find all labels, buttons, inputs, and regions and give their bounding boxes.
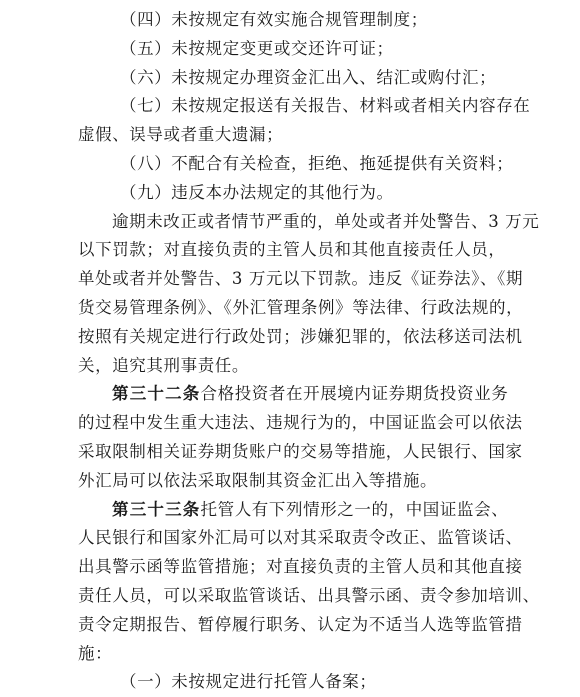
article-32-line: 的过程中发生重大违法、违规行为的，中国证监会可以依法 (78, 413, 523, 433)
article-33-line: 施： (78, 643, 113, 663)
list-item-1: （一）未按规定进行托管人备案； (120, 672, 377, 692)
article-32-line: 采取限制相关证券期货账户的交易等措施，人民银行、国家 (78, 441, 523, 461)
article-33-title: 第三十三条 (112, 499, 201, 519)
article-32-title: 第三十二条 (112, 384, 201, 404)
list-item-7: （七）未按规定报送有关报告、材料或者相关内容存在 (120, 96, 531, 116)
list-item-4: （四）未按规定有效实施合规管理制度； (120, 10, 428, 29)
article-32-text: 合格投资者在开展境内证券期货投资业务 (200, 384, 509, 404)
list-item-7-cont: 虚假、误导或者重大遗漏； (78, 125, 284, 145)
article-32-line (78, 380, 534, 409)
article-33-line: 人民银行和国家外汇局可以对其采取责令改正、监管谈话、 (78, 528, 523, 548)
list-item-8: （八）不配合有关检查，拒绝、拖延提供有关资料； (120, 153, 514, 173)
list-item-9: （九）违反本办法规定的其他行为。 (120, 182, 394, 202)
article-33-line (78, 496, 534, 525)
article-33-line: 责任人员，可以采取监管谈话、出具警示函、责令参加培训、 (78, 585, 540, 605)
article-33-text: 托管人有下列情形之一的，中国证监会、 (200, 499, 509, 519)
article-32-line: 外汇局可以依法采取限制其资金汇出入等措施。 (78, 470, 438, 490)
article-33-line: 责令定期报告、暂停履行职务、认定为不适当人选等监管措 (78, 614, 523, 634)
penalty-paragraph-line: 以下罚款；对直接负责的主管人员和其他直接责任人员， (78, 240, 506, 260)
penalty-paragraph-line: 逾期未改正或者情节严重的，单处或者并处警告、3 万元 (112, 211, 540, 231)
list-item-6: （六）未按规定办理资金汇出入、结汇或购付汇； (120, 67, 497, 87)
list-item-5: （五）未按规定变更或交还许可证； (120, 38, 394, 58)
penalty-paragraph-line: 按照有关规定进行行政处罚；涉嫌犯罪的，依法移送司法机 (78, 326, 523, 346)
penalty-paragraph-line: 单处或者并处警告、3 万元以下罚款。违反《证券法》、《期 (78, 269, 524, 289)
penalty-paragraph-line: 关，追究其刑事责任。 (78, 355, 249, 375)
article-33-line: 出具警示函等监管措施；对直接负责的主管人员和其他直接 (78, 557, 523, 577)
penalty-paragraph-line: 货交易管理条例》、《外汇管理条例》等法律、行政法规的， (78, 297, 524, 317)
